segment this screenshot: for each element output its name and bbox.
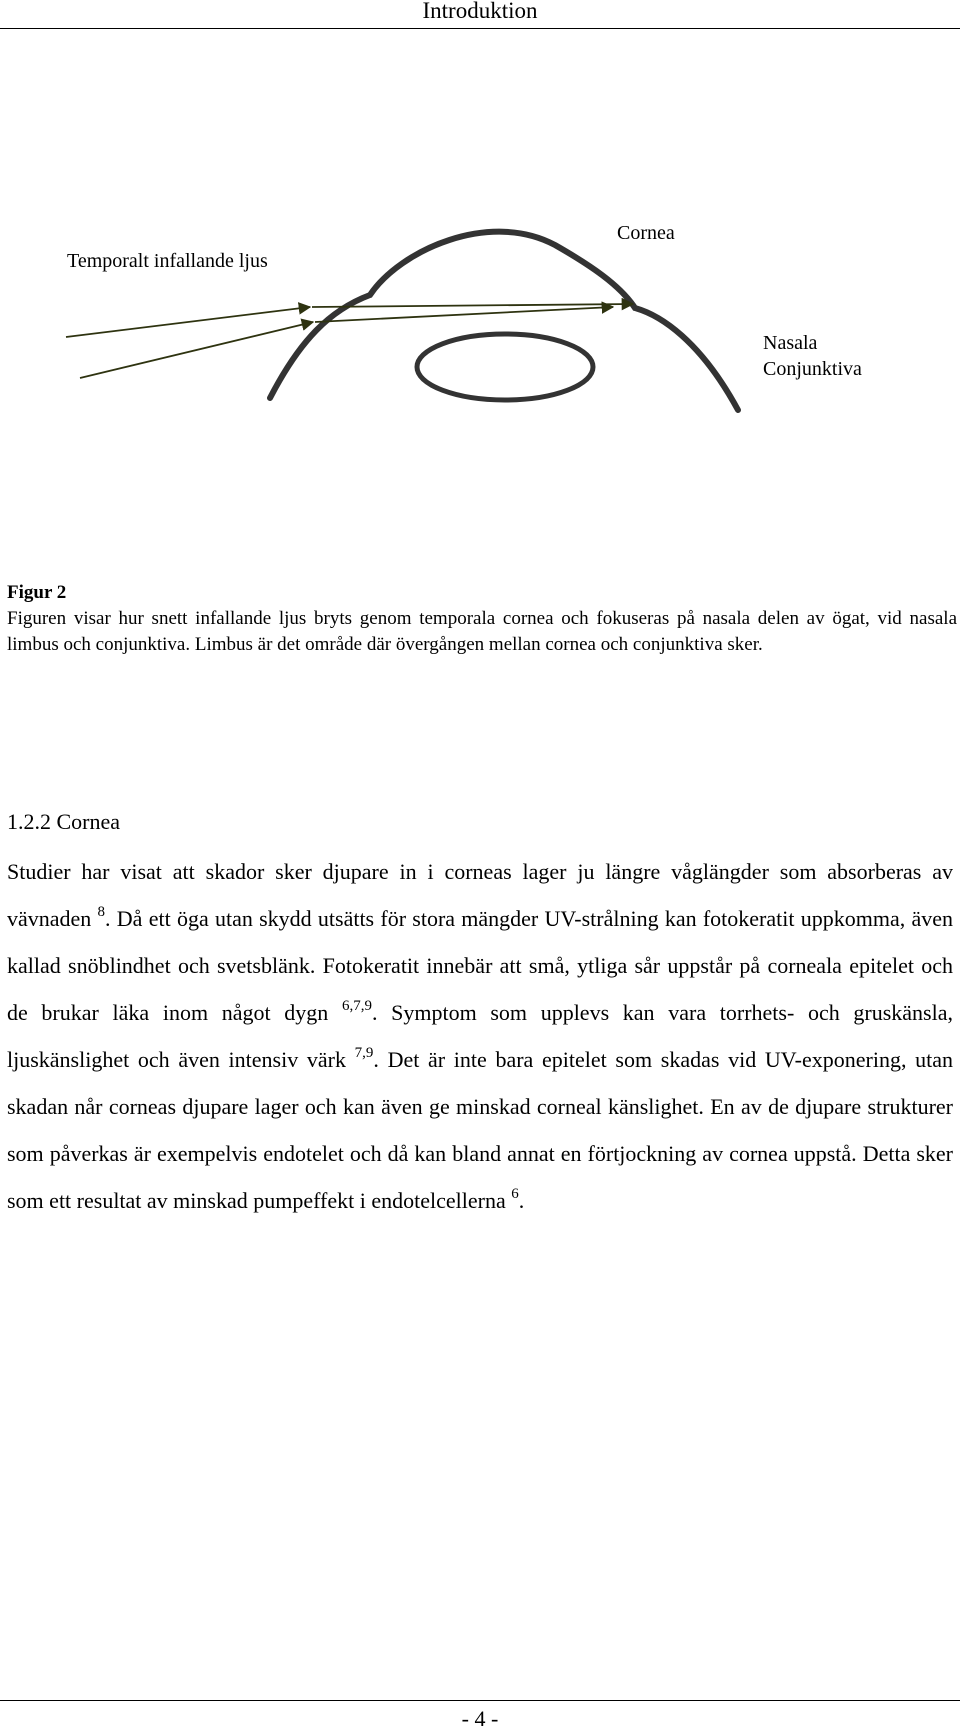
caption-title: Figur 2 bbox=[7, 582, 67, 603]
paragraph-text: . Då ett öga utan skydd utsätts för stora mängder UV-strålning kan fotokeratit uppkomma, även kallad snöblindhet och svetsblänk. Fotokeratit innebär att små, ytliga sår uppstår på corneala epitelet och de brukar läka inom något dygn bbox=[7, 906, 953, 1025]
light-ray bbox=[66, 307, 310, 337]
section-heading: 1.2.2 Cornea bbox=[7, 809, 121, 834]
citation-ref: 6 bbox=[511, 1186, 519, 1202]
figure-caption bbox=[7, 580, 957, 658]
paragraph-text: . Det är inte bara epitelet som skadas vid UV-exponering, utan skadan når corneas djupare lager och kan även ge minskad corneal känslighet. En av de djupare strukturer som påverkas är exempelvis endotelet och då kan bland annat en förtjockning av cornea uppstå. Detta sker som ett resultat av minskad pumpeffekt i endotelcellerna bbox=[7, 1047, 953, 1213]
caption-text: Figuren visar hur snett infallande ljus bryts genom temporala cornea och fokuseras på nasala delen av ögat, vid nasala limbus och conjunktiva. Limbus är det område där övergången mellan cornea och conjunktiva sker. bbox=[7, 608, 957, 655]
page-number: - 4 - bbox=[461, 1706, 499, 1731]
paragraph-text: Studier har visat att skador sker djupare in i corneas lager ju längre våglängder som absorberas av vävnaden bbox=[7, 859, 953, 931]
citation-ref: 7,9 bbox=[354, 1045, 374, 1061]
citation-ref: 6,7,9 bbox=[341, 998, 372, 1014]
nasal-conjunctiva-label bbox=[763, 330, 862, 382]
paragraph-text: . Symptom som upplevs kan vara torrhets- och gruskänsla, ljuskänslighet och även intensiv värk bbox=[7, 1000, 953, 1072]
conjunctiva-label-line: Conjunktiva bbox=[763, 358, 862, 380]
body-paragraph bbox=[7, 848, 953, 1224]
footer-divider bbox=[0, 1700, 960, 1701]
temporal-light-label: Temporalt infallande ljus bbox=[67, 250, 268, 272]
paragraph-text: . bbox=[518, 1188, 525, 1213]
citation-ref: 8 bbox=[97, 904, 106, 920]
lens-ellipse bbox=[417, 334, 593, 400]
eye-figure bbox=[0, 190, 960, 440]
light-ray bbox=[312, 304, 633, 307]
light-ray bbox=[315, 307, 613, 322]
page-header bbox=[0, 0, 960, 29]
eye-diagram bbox=[0, 190, 960, 440]
header-title: Introduktion bbox=[422, 0, 538, 23]
cornea-label: Cornea bbox=[617, 222, 675, 244]
nasal-label-line: Nasala bbox=[763, 332, 818, 354]
